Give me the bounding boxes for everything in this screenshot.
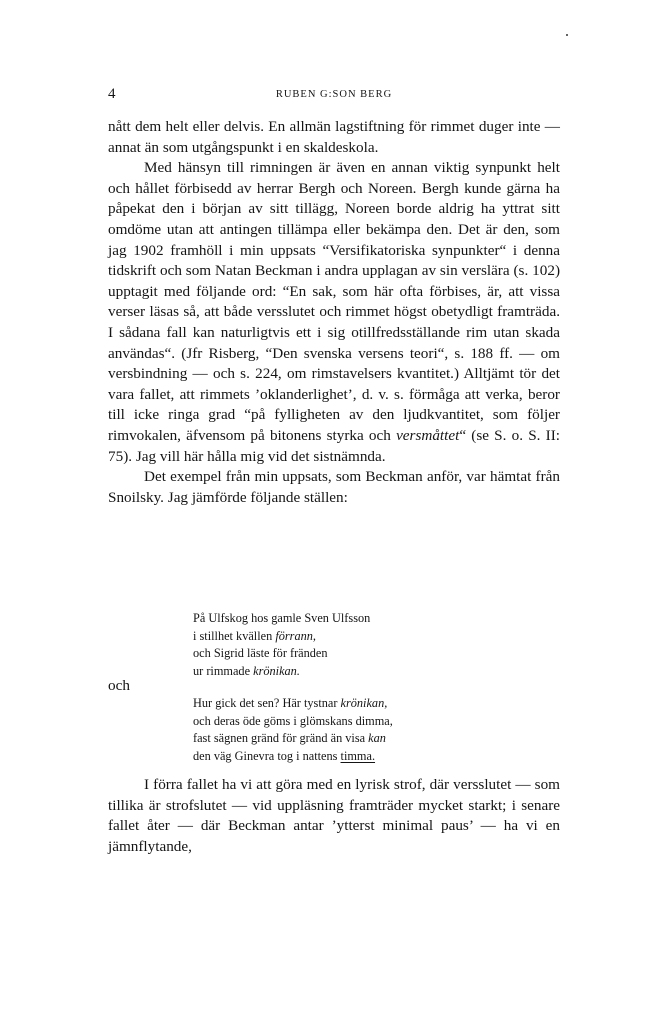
paragraph-3: Det exempel från min uppsats, som Beckman anför, var hämtat från Snoilsky. Jag jämförde följande ställen: xyxy=(108,468,560,506)
running-head: RUBEN G:SON BERG xyxy=(275,89,393,100)
stanza-2-line-4-text: den väg Ginevra tog i nattens xyxy=(193,749,341,764)
page-header xyxy=(108,86,560,106)
stanza-1-line-4 xyxy=(193,663,370,681)
stanza-1-line-2 xyxy=(193,628,370,646)
stanza-2-line-3 xyxy=(193,730,393,748)
stanza-1-line-4-text: ur rimmade xyxy=(193,664,254,679)
stanza-2-line-4-underlined: timma. xyxy=(340,749,376,764)
stanza-2-line-2: och deras öde göms i glömskans dimma, xyxy=(193,713,393,728)
scan-speck xyxy=(566,34,568,36)
stanza-2-line-1-text: Hur gick det sen? Här tystnar xyxy=(193,696,341,710)
body-text-bottom xyxy=(108,775,560,857)
paragraph-4: I förra fallet ha vi att göra med en lyrisk strof, där versslutet — som tillika är strofslutet — vid uppläsning framträder mycket starkt; i senare fallet åter — där Beckman antar ’ytterst minimal paus’ — ha vi en jämnflytande, xyxy=(108,776,560,855)
stanza-1-line-4-rhyme: krönikan. xyxy=(253,664,300,679)
stanza-1-line-3: och Sigrid läste för fränden xyxy=(193,646,328,661)
och-connector: och xyxy=(108,677,130,694)
paragraph-2-text-b: “ (se S. o. S. II: 75). Jag vill här hålla mig vid det sistnämnda. xyxy=(108,426,560,465)
paragraph-2-emphasis: versmåttet xyxy=(396,426,460,444)
stanza-1-line-1: På Ulfskog hos gamle Sven Ulfsson xyxy=(193,611,371,625)
stanza-1-line-2-rhyme: förrann, xyxy=(275,628,316,643)
paragraph-1: nått dem helt eller delvis. En allmän lagstiftning för rimmet duger inte — annat än som utgångspunkt i en skaldeskola. xyxy=(108,118,560,156)
paragraph-2-text-a: Med hänsyn till rimningen är även en annan viktig synpunkt helt och hållet förbisedd av herrar Bergh och Noreen. Bergh kunde gärna ha påpekat den i början av sitt tillägg, Noreen borde aldrig ha yttrat sitt omdöme utan att antingen tillämpa eller bekämpa den. Det är den, som jag 1902 framhöll i min uppsats “Versifikatoriska synpunkter“ i denna tidskrift och som Natan Beckman i andra upplagan av sin verslära (s. 102) upptagit med följande ord: “En sak, som här ofta förbises, är, att vissa verser läsas så, att både versslutet och rimmet högst obetydligt framträda. I sådana fall kan naturligtvis ett i sig otillfredsställande rim utan skada användas“. (Jfr Risberg, “Den svenska versens teori“, s. 188 ff. — om versbindning — och s. 224, om rimstavelsers kvantitet.) Alltjämt tör det vara fallet, att rimmets ’oklanderlighet’, d. v. s. förmåga att verka, beror till icke ringa grad “på fylligheten av den ljudkvantitet, som följer rimvokalen, äfvensom på bitonens styrka och xyxy=(108,159,560,444)
paragraph-2 xyxy=(108,158,560,467)
stanza-2-line-3-text: fast sägnen gränd för gränd än visa xyxy=(193,731,369,746)
stanza-2-line-1-rhyme: krönikan, xyxy=(340,696,388,710)
stanza-1-line-2-text: i stillhet kvällen xyxy=(193,628,276,643)
page-number: 4 xyxy=(108,86,116,102)
stanza-2-line-3-rhyme: kan xyxy=(368,731,386,746)
quoted-stanza-1 xyxy=(193,610,370,681)
quoted-stanza-2 xyxy=(193,695,393,766)
body-text-top xyxy=(108,117,560,508)
stanza-2-line-1 xyxy=(193,695,393,713)
stanza-2-line-4 xyxy=(193,748,393,766)
